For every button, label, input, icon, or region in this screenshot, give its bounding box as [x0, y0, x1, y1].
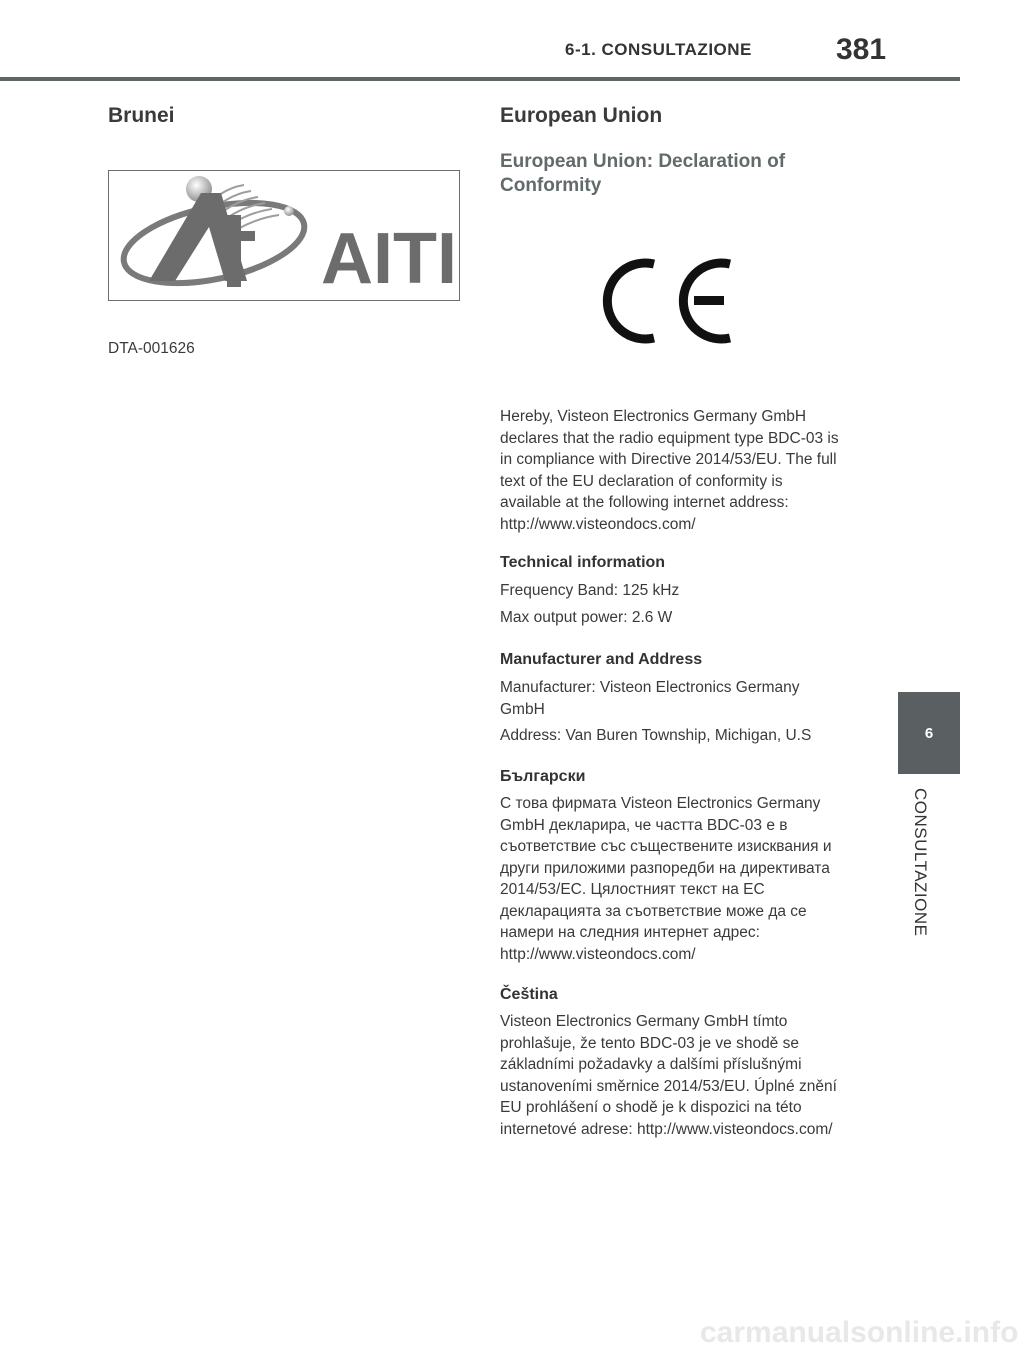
eu-declaration-subheading: European Union: Declaration of Conformity — [500, 151, 786, 196]
ce-mark-icon — [612, 256, 734, 346]
header-rule — [0, 77, 960, 81]
declaration-text: Hereby, Visteon Electronics Germany GmbH declares that the radio equipment type BDC-03 is in compliance with Directive 2014/53/EU. The full text of the EU declaration of conformity is available at the following internet address: http://www.visteondocs.com/ — [500, 408, 839, 533]
manufacturer-heading: Manufacturer and Address — [500, 651, 703, 668]
chapter-tab[interactable] — [898, 692, 960, 774]
aiti-logo-text: AITI — [321, 219, 457, 299]
watermark: carmanualsonline.info — [700, 1316, 1018, 1349]
header-section-title: 6-1. CONSULTAZIONE — [565, 40, 752, 59]
chapter-side-label: CONSULTAZIONE — [911, 788, 930, 937]
aiti-logo — [108, 170, 460, 301]
brunei-heading: Brunei — [108, 104, 175, 127]
address-text: Address: Van Buren Township, Michigan, U.S — [500, 727, 812, 744]
czech-text: Visteon Electronics Germany GmbH tímto prohlašuje, že tento BDC-03 je ve shodě se základními požadavky a dalšími příslušnými ustanoveními směrnice 2014/53/EU. Úplné znění EU prohlášení o shodě je k dispozici na této internetové adrese: http://www.visteondocs.com/ — [500, 1013, 837, 1138]
dta-code: DTA-001626 — [108, 340, 195, 357]
manufacturer-text: Manufacturer: Visteon Electronics Germany GmbH — [500, 679, 800, 718]
technical-info-heading: Technical information — [500, 554, 666, 571]
chapter-tab-number: 6 — [924, 724, 934, 742]
eu-heading: European Union — [500, 104, 663, 127]
frequency-band: Frequency Band: 125 kHz — [500, 582, 680, 599]
max-output-power: Max output power: 2.6 W — [500, 609, 673, 626]
page-number: 381 — [836, 33, 887, 66]
czech-heading: Čeština — [500, 986, 558, 1003]
bulgarian-text: С това фирмата Visteon Electronics Germany GmbH декларира, че частта BDC-03 е в съответствие със съществените изисквания и други приложими разпоредби на директивата 2014/53/ЕС. Цялостният текст на ЕС декларацията за съответствие може да се намери на следния интернет адрес: http://www.visteondocs.com/ — [500, 795, 832, 963]
bulgarian-heading: Български — [500, 768, 586, 785]
